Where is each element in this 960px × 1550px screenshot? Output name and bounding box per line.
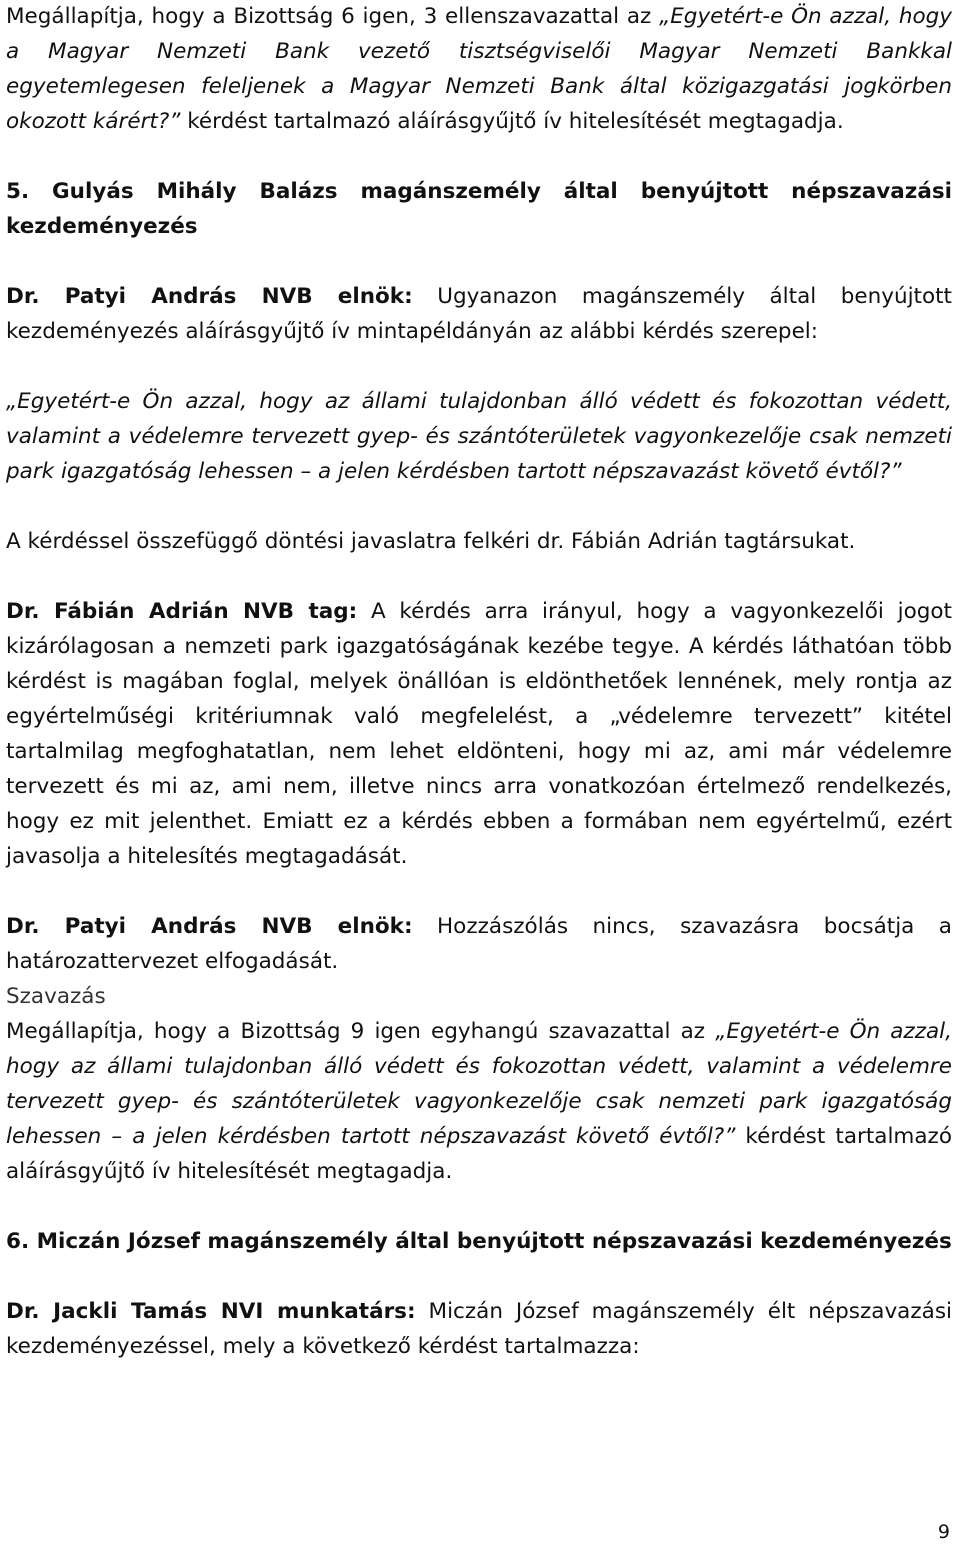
paragraph-member: Dr. Fábián Adrián NVB tag: A kérdés arra irányul, hogy a vagyonkezelői jogot kizárólagosan a nemzeti park igazgatóságának kezébe tegye. A kérdés láthatóan több kérdést is magában foglal, melyek önállóan is eldönthetőek lennének, mely rontja az egyértelműségi kritériumnak való megfelelést, a „védelemre tervezett” kitétel tartalmilag megfoghatatlan, nem lehet eldönteni, hogy mi az, ami már védelemre tervezett és mi az, ami nem, illetve nincs arra vonatkozóan értelmező rendelkezés, hogy ez mit jelenthet. Emiatt ez a kérdés ebben a formában nem egyértelmű, ezért javasolja a hitelesítés megtagadását. [6,599,952,869]
page-number: 9 [937,1521,950,1543]
quoted-question: „Egyetért-e Ön azzal, hogy az állami tulajdonban álló védett és fokozottan védett, valamint a védelemre tervezett gyep- és szántóterületek vagyonkezelője csak nemzeti park igazgatóság lehessen – a jelen kérdésben tartott népszavazást követő évtől?” [6,1019,952,1149]
section-heading-5: 5. Gulyás Mihály Balázs magánszemély által benyújtott népszavazási kezdeményezés [6,179,952,239]
speaker-label: Dr. Jackli Tamás NVI munkatárs: [6,1299,416,1324]
speaker-label: Dr. Patyi András NVB elnök: [6,284,413,309]
quoted-question-block: „Egyetért-e Ön azzal, hogy az állami tulajdonban álló védett és fokozottan védett, valamint a védelemre tervezett gyep- és szántóterületek vagyonkezelője csak nemzeti park igazgatóság lehessen – a jelen kérdésben tartott népszavazást követő évtől?” [6,389,952,484]
paragraph-decision-1: Megállapítja, hogy a Bizottság 6 igen, 3 ellenszavazattal az „Egyetért-e Ön azzal, hogy a Magyar Nemzeti Bank vezető tisztségviselői Magyar Nemzeti Bankkal egyetemlegesen feleljenek a Magyar Nemzeti Bank által közigazgatási jogkörben okozott kárért?” kérdést tartalmazó aláírásgyűjtő ív hitelesítését megtagadja. [6,4,952,134]
paragraph-chair-2: Dr. Patyi András NVB elnök: Hozzászólás nincs, szavazásra bocsátja a határozattervezet elfogadását. [6,914,952,974]
quoted-question: „Egyetért-e Ön azzal, hogy a Magyar Nemzeti Bank vezető tisztségviselői Magyar Nemzeti Bankkal egyetemlegesen feleljenek a Magyar Nemzeti Bank által közigazgatási jogkörben okozott kárért?” [6,4,952,134]
speaker-label: Dr. Patyi András NVB elnök: [6,914,413,939]
speaker-label: Dr. Fábián Adrián NVB tag: [6,599,358,624]
paragraph-request: A kérdéssel összefüggő döntési javaslatra felkéri dr. Fábián Adrián tagtársukat. [6,529,856,554]
section-heading-6: 6. Miczán József magánszemély által benyújtott népszavazási kezdeményezés [6,1229,952,1254]
paragraph-chair-1: Dr. Patyi András NVB elnök: Ugyanazon magánszemély által benyújtott kezdeményezés aláírásgyűjtő ív mintapéldányán az alábbi kérdés szerepel: [6,284,952,344]
vote-label: Szavazás [6,984,106,1009]
document-page [6,0,952,1364]
paragraph-decision-2: Megállapítja, hogy a Bizottság 9 igen egyhangú szavazattal az „Egyetért-e Ön azzal, hogy az állami tulajdonban álló védett és fokozottan védett, valamint a védelemre tervezett gyep- és szántóterületek vagyonkezelője csak nemzeti park igazgatóság lehessen – a jelen kérdésben tartott népszavazást követő évtől?” kérdést tartalmazó aláírásgyűjtő ív hitelesítését megtagadja. [6,1019,952,1184]
paragraph-staff: Dr. Jackli Tamás NVI munkatárs: Miczán József magánszemély élt népszavazási kezdeményezéssel, mely a következő kérdést tartalmazza: [6,1299,952,1359]
